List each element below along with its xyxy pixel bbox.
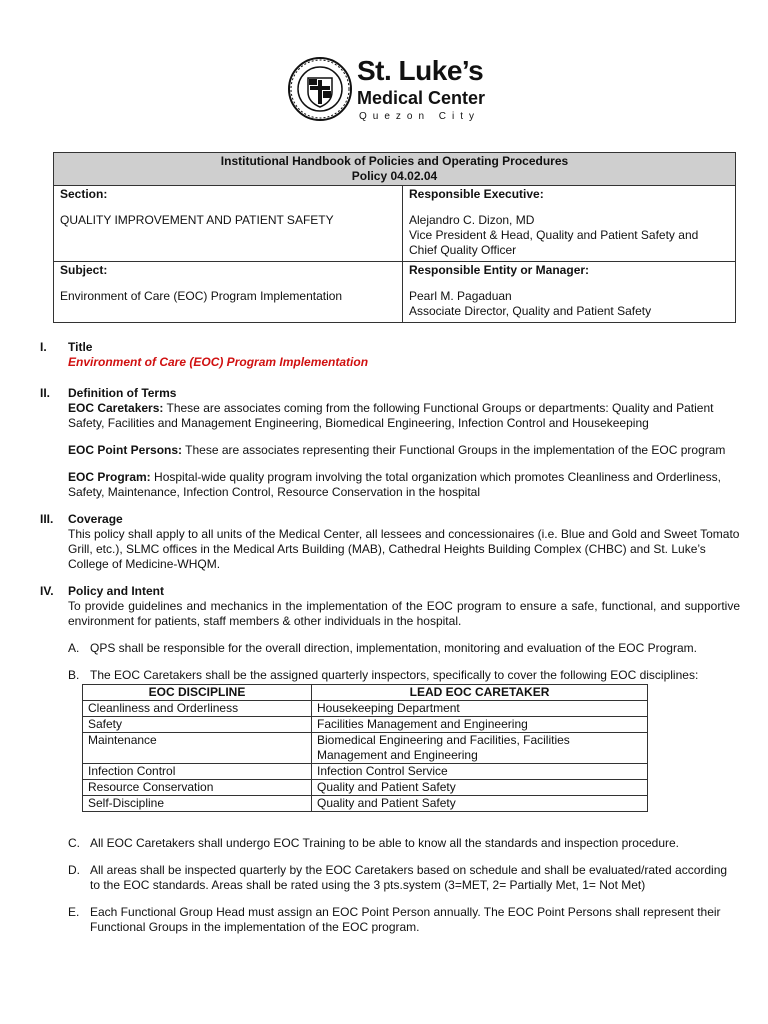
section-policy-items-cont — [40, 836, 740, 935]
executive-label: Responsible Executive: — [409, 187, 544, 201]
manager-label: Responsible Entity or Manager: — [409, 263, 590, 277]
column-header: LEAD EOC CARETAKER — [312, 685, 648, 701]
policy-title-cell — [54, 153, 736, 186]
table-row — [83, 701, 648, 717]
hospital-name: St. Luke’s — [357, 55, 484, 86]
definition-eoc-program — [68, 470, 740, 500]
table-row — [83, 780, 648, 796]
term: EOC Point Persons: — [68, 443, 183, 457]
list-item-b — [68, 668, 740, 683]
term: EOC Caretakers: — [68, 401, 164, 415]
item-letter: C. — [68, 836, 80, 850]
executive-name: Alejandro C. Dizon, MD — [409, 213, 535, 227]
intent-text: To provide guidelines and mechanics in the implementation of the EOC program to ensure a safe, functional, and supportive environment for patients, staff members & other individuals in the hospital. — [68, 599, 740, 628]
item-text: QPS shall be responsible for the overall direction, implementation, monitoring and evaluation of the EOC Program. — [90, 641, 697, 655]
item-letter: D. — [68, 863, 80, 877]
item-text: All areas shall be inspected quarterly by the EOC Caretakers based on schedule and shall be evaluated/rated according to the EOC standards. Areas shall be rated using the 3 pts.system (3=MET, 2= Partially Met, 1= Not Met) — [90, 863, 728, 892]
section-cell — [54, 186, 403, 262]
list-item-c — [68, 836, 740, 851]
table-row — [83, 764, 648, 780]
executive-cell — [403, 186, 736, 262]
manager-name: Pearl M. Pagaduan — [409, 289, 512, 303]
caretaker-cell: Infection Control Service — [312, 764, 648, 780]
item-letter: E. — [68, 905, 80, 919]
hospital-logo — [287, 56, 487, 126]
item-letter: B. — [68, 668, 80, 682]
subject-value: Environment of Care (EOC) Program Implementation — [60, 289, 343, 303]
table-row — [83, 717, 648, 733]
discipline-cell: Cleanliness and Orderliness — [83, 701, 312, 717]
discipline-cell: Self-Discipline — [83, 796, 312, 812]
table-row — [83, 733, 648, 764]
handbook-title: Institutional Handbook of Policies and Operating Procedures — [220, 154, 569, 168]
caretaker-cell: Quality and Patient Safety — [312, 796, 648, 812]
caretaker-cell: Facilities Management and Engineering — [312, 717, 648, 733]
item-text: Each Functional Group Head must assign an EOC Point Person annually. The EOC Point Persons shall represent their Functional Groups in the implementation of the EOC program. — [90, 905, 721, 934]
section-value: QUALITY IMPROVEMENT AND PATIENT SAFETY — [60, 213, 334, 227]
coverage-text: This policy shall apply to all units of the Medical Center, all lessees and concessionaires (i.e. Blue and Gold and Sweet Tomato Grill, etc.), SLMC offices in the Medical Arts Building (MAB), Cathedral Heights Building Complex (CHBC) and St. Luke’s College of Medicine-WHQM. — [68, 527, 740, 571]
policy-title-text: Environment of Care (EOC) Program Implementation — [68, 355, 369, 369]
seal-icon — [287, 56, 353, 122]
definition-point-persons — [68, 443, 740, 458]
section-definitions — [40, 386, 740, 500]
item-text: The EOC Caretakers shall be the assigned quarterly inspectors, specifically to cover the following EOC disciplines: — [90, 668, 699, 682]
list-item-a — [68, 641, 740, 656]
discipline-cell: Maintenance — [83, 733, 312, 764]
policy-number: Policy 04.02.04 — [351, 169, 438, 183]
manager-title: Associate Director, Quality and Patient Safety — [409, 304, 652, 318]
section-heading: Title — [68, 340, 93, 354]
hospital-city: Quezon City — [359, 111, 481, 122]
discipline-cell: Safety — [83, 717, 312, 733]
definition: Hospital-wide quality program involving the total organization which promotes Cleanliness and Orderliness, Safety, Maintenance, Infection Control, Resource Conservation in the hospital — [68, 470, 721, 499]
table-row — [83, 796, 648, 812]
hospital-subtitle: Medical Center — [357, 88, 486, 108]
eoc-disciplines-table — [82, 684, 648, 812]
subject-label: Subject: — [60, 263, 108, 277]
executive-title: Vice President & Head, Quality and Patient Safety and Chief Quality Officer — [409, 228, 699, 257]
definition-caretakers — [68, 401, 740, 431]
discipline-cell: Resource Conservation — [83, 780, 312, 796]
section-label: Section: — [60, 187, 108, 201]
policy-header-table — [53, 152, 736, 323]
definition: These are associates coming from the following Functional Groups or departments: Quality and Patient Safety, Facilities and Management Engineering, Biomedical Engineering, Infection Control and Housekeeping — [68, 401, 714, 430]
list-item-d — [68, 863, 740, 893]
manager-cell — [403, 262, 736, 323]
item-text: All EOC Caretakers shall undergo EOC Training to be able to know all the standards and inspection procedure. — [90, 836, 679, 850]
definition: These are associates representing their Functional Groups in the implementation of the EOC program — [182, 443, 726, 457]
section-policy-intent — [40, 584, 740, 683]
policy-body — [40, 340, 740, 935]
subject-cell — [54, 262, 403, 323]
column-header: EOC DISCIPLINE — [83, 685, 312, 701]
section-coverage — [40, 512, 740, 572]
section-number: IV. — [40, 584, 54, 598]
term: EOC Program: — [68, 470, 151, 484]
section-heading: Coverage — [68, 512, 123, 526]
section-title — [40, 340, 740, 370]
caretaker-cell: Housekeeping Department — [312, 701, 648, 717]
section-number: III. — [40, 512, 54, 526]
caretaker-cell: Biomedical Engineering and Facilities, Facilities Management and Engineering — [312, 733, 648, 764]
item-letter: A. — [68, 641, 80, 655]
section-number: II. — [40, 386, 51, 400]
section-heading: Definition of Terms — [68, 386, 177, 400]
list-item-e — [68, 905, 740, 935]
caretaker-cell: Quality and Patient Safety — [312, 780, 648, 796]
section-number: I. — [40, 340, 47, 354]
discipline-cell: Infection Control — [83, 764, 312, 780]
section-heading: Policy and Intent — [68, 584, 165, 598]
